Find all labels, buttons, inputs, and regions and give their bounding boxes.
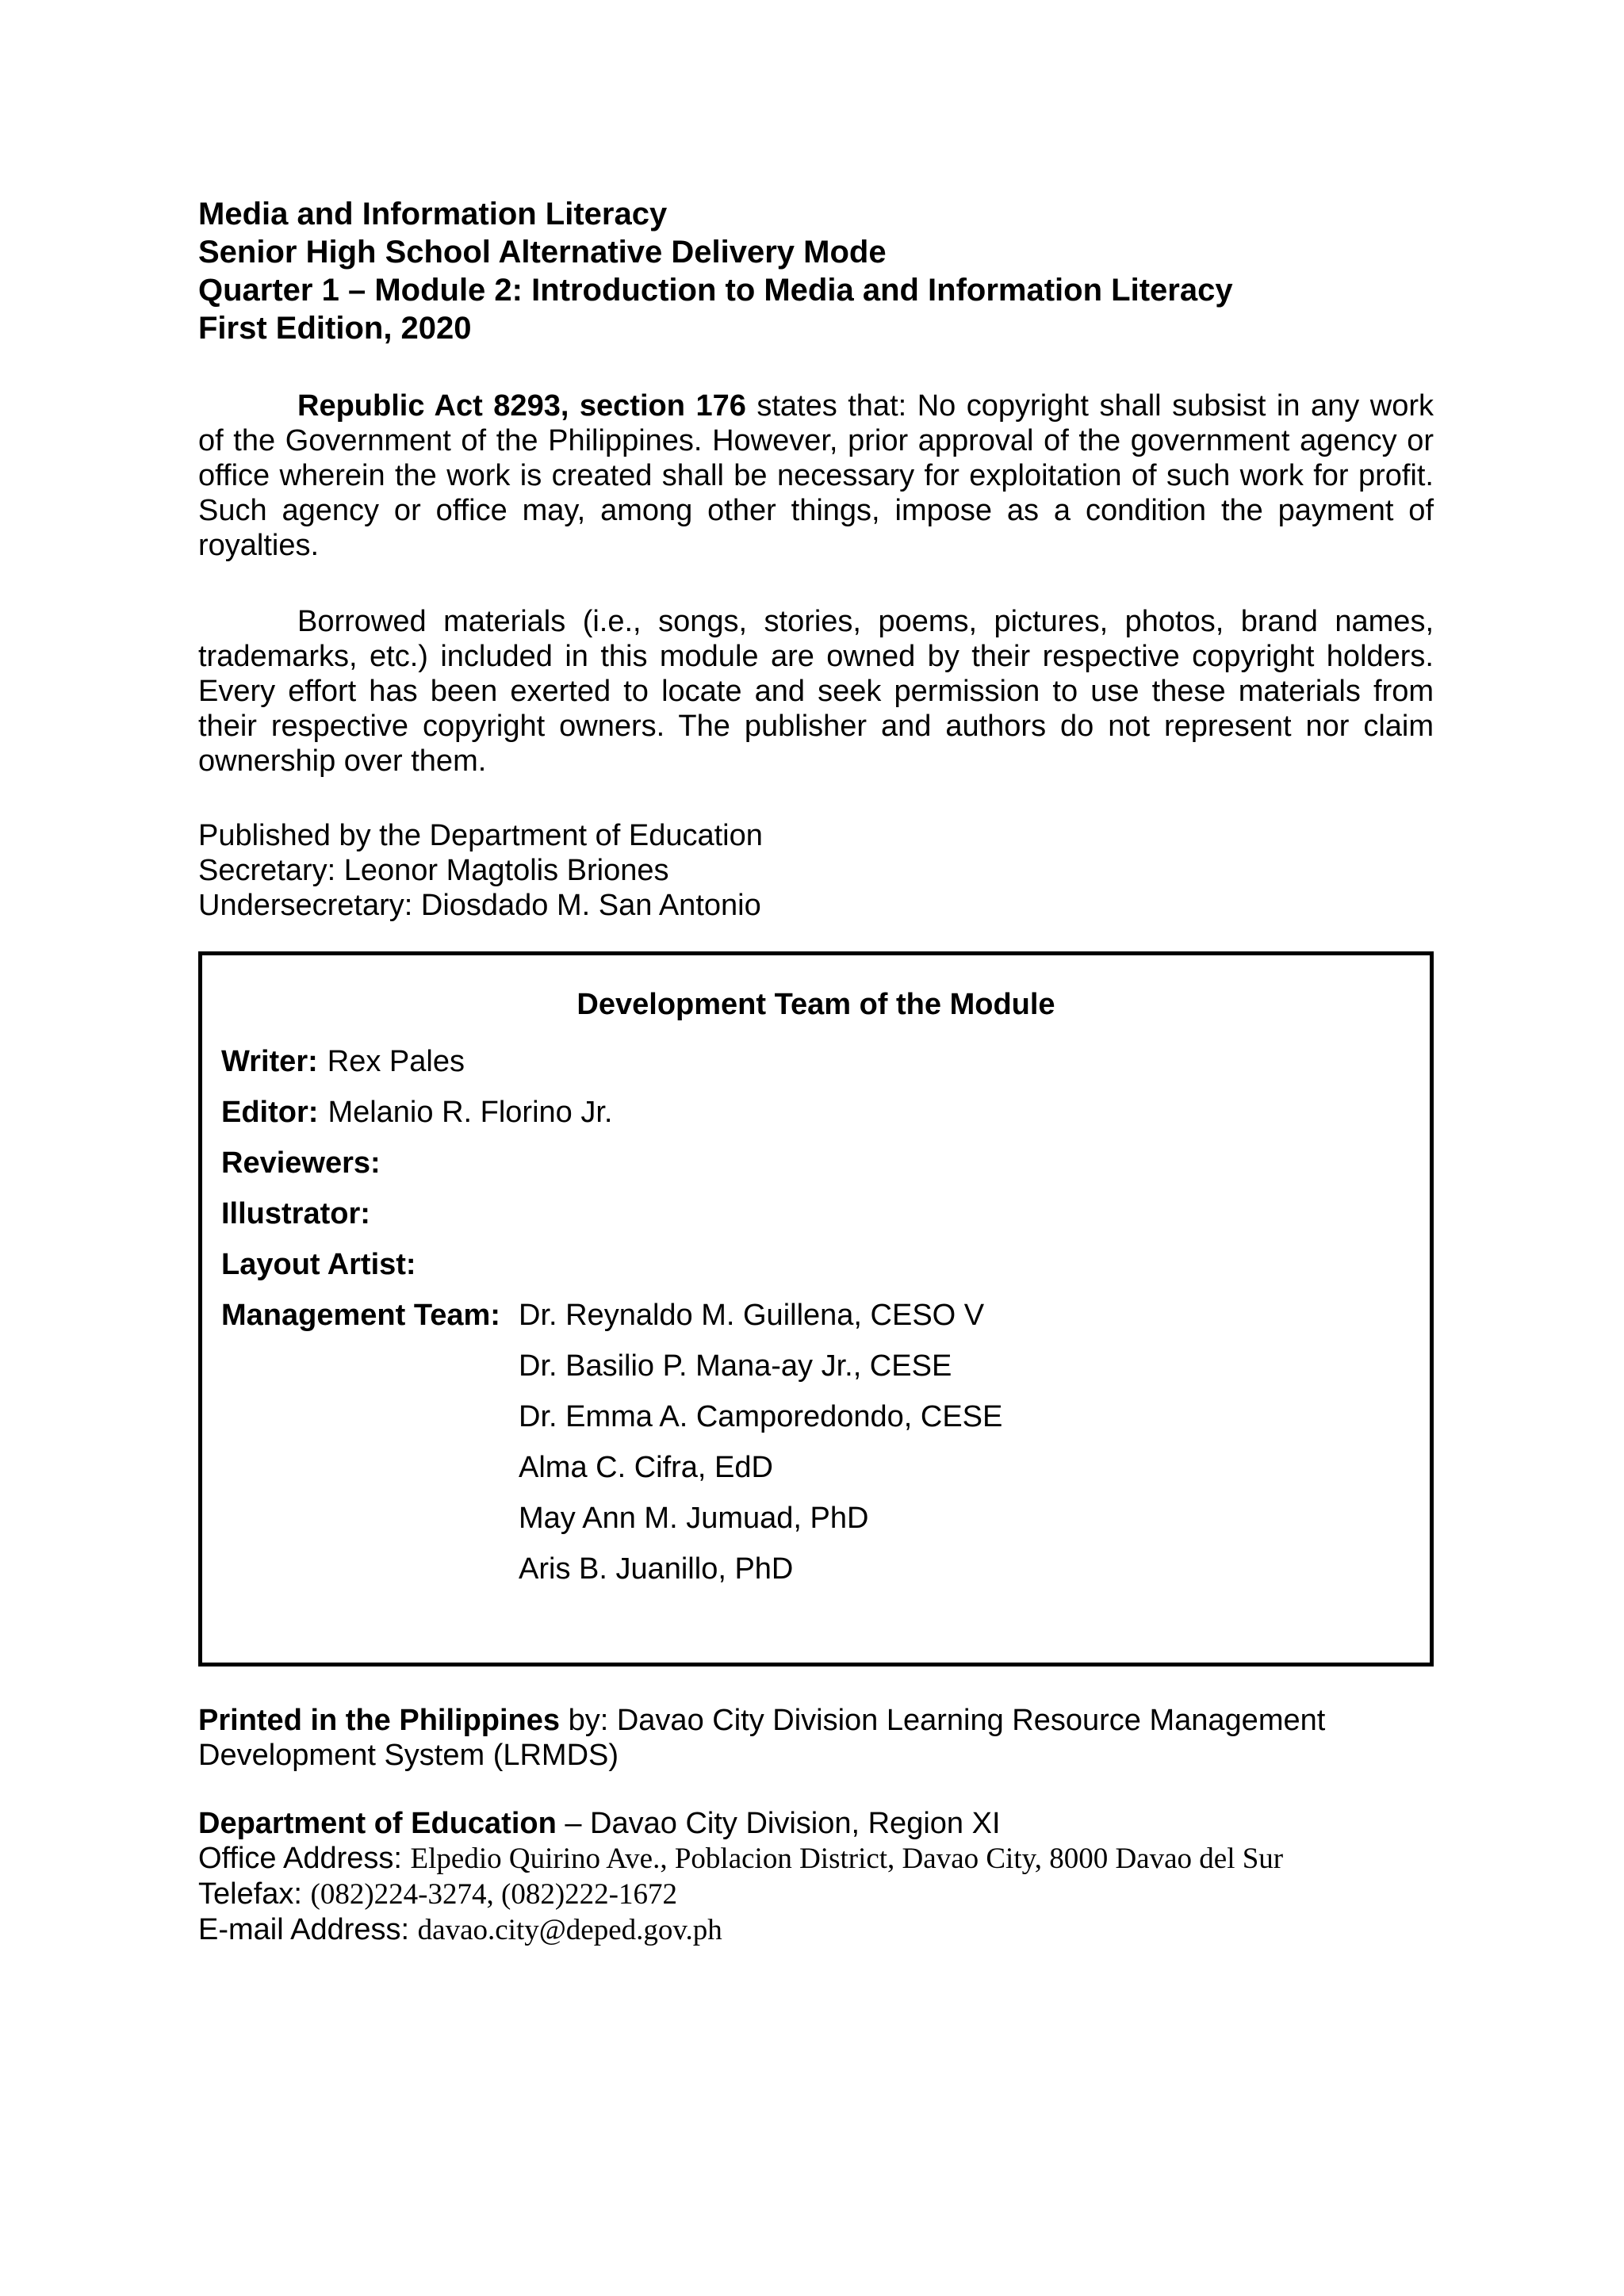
department-lead: Department of Education <box>198 1807 557 1840</box>
writer-name: Rex Pales <box>327 1045 465 1078</box>
editor-label: Editor: <box>221 1096 319 1129</box>
department-text: – Davao City Division, Region XI <box>556 1807 1001 1840</box>
editor-name: Melanio R. Florino Jr. <box>327 1096 613 1129</box>
published-by: Published by the Department of Education <box>198 819 763 852</box>
printed-notice <box>198 1703 1434 1773</box>
management-member: Aris B. Juanillo, PhD <box>519 1552 794 1586</box>
illustrator-row <box>221 1188 1411 1239</box>
management-member: Dr. Basilio P. Mana-ay Jr., CESE <box>519 1349 952 1383</box>
module-title-block <box>198 195 1434 347</box>
publisher-block <box>198 818 1434 923</box>
email-line <box>198 1912 1434 1948</box>
reviewers-row <box>221 1138 1411 1188</box>
copyright-text: states that: No copyright shall subsist in any work of the Government of the Philippines. However, prior approval of the government agency or office wherein the work is created shall be necessary for exploitation of such work for profit. Such agency or office may, among other things, impose as a condition the payment of royalties. <box>198 389 1434 562</box>
department-contact-block <box>198 1806 1434 1948</box>
management-team-row <box>221 1290 1411 1594</box>
office-address-value: Elpedio Quirino Ave., Poblacion District, Davao City, 8000 Davao del Sur <box>410 1843 1284 1875</box>
undersecretary: Undersecretary: Diosdado M. San Antonio <box>198 889 761 922</box>
management-team-label: Management Team: <box>221 1299 500 1332</box>
reviewers-label: Reviewers: <box>221 1146 381 1180</box>
copyright-lead: Republic Act 8293, section 176 <box>297 389 746 423</box>
office-address-label: Office Address: <box>198 1842 411 1875</box>
program-title: Senior High School Alternative Delivery Mode <box>198 235 887 270</box>
subject-title: Media and Information Literacy <box>198 197 668 232</box>
layout-artist-row <box>221 1239 1411 1290</box>
printed-lead: Printed in the Philippines <box>198 1704 561 1737</box>
telefax-label: Telefax: <box>198 1877 311 1911</box>
office-address-line <box>198 1841 1434 1877</box>
module-title: Quarter 1 – Module 2: Introduction to Media and Information Literacy <box>198 273 1233 308</box>
email-value: davao.city@deped.gov.ph <box>417 1914 722 1946</box>
borrowed-text: Borrowed materials (i.e., songs, stories, poems, pictures, photos, brand names, trademarks, etc.) included in this module are owned by their respective copyright holders. Every effort has been exerted to locate and seek permission to use these materials from their respective copyright owners. The publisher and authors do not represent nor claim ownership over them. <box>198 605 1434 778</box>
copyright-notice <box>198 388 1434 563</box>
management-member: Alma C. Cifra, EdD <box>519 1451 773 1484</box>
writer-label: Writer: <box>221 1045 318 1078</box>
management-team-list <box>519 1290 1002 1594</box>
telefax-value: (082)224-3274, (082)222-1672 <box>310 1878 677 1911</box>
management-member: Dr. Reynaldo M. Guillena, CESO V <box>519 1299 985 1332</box>
telefax-line <box>198 1877 1434 1912</box>
printed-text: by: Davao City Division Learning Resource Management Development System (LRMDS) <box>198 1704 1326 1772</box>
edition-title: First Edition, 2020 <box>198 311 472 346</box>
development-team-heading: Development Team of the Module <box>576 988 1055 1021</box>
writer-row <box>221 1036 1411 1087</box>
editor-row <box>221 1087 1411 1138</box>
department-line <box>198 1806 1434 1841</box>
management-member: May Ann M. Jumuad, PhD <box>519 1502 869 1535</box>
secretary: Secretary: Leonor Magtolis Briones <box>198 854 669 887</box>
illustrator-label: Illustrator: <box>221 1197 370 1230</box>
email-label: E-mail Address: <box>198 1913 418 1946</box>
management-member: Dr. Emma A. Camporedondo, CESE <box>519 1400 1003 1433</box>
copyright-page <box>198 195 1434 1948</box>
borrowed-materials-notice <box>198 604 1434 779</box>
development-team-box <box>198 951 1434 1667</box>
layout-artist-label: Layout Artist: <box>221 1248 416 1281</box>
